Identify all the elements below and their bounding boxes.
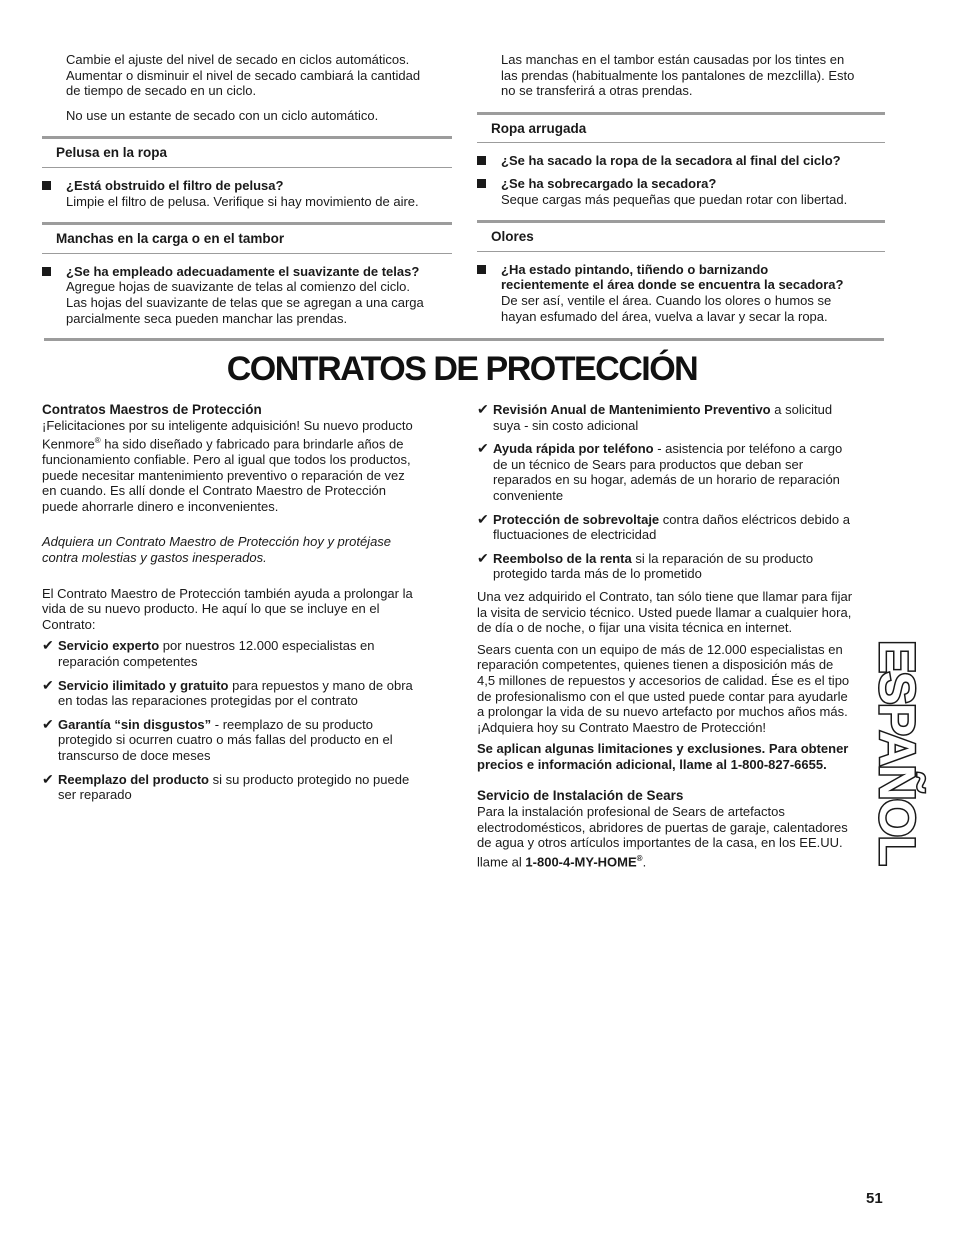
- italic-callout: [42, 534, 452, 565]
- limits-paragraph: [477, 741, 887, 772]
- text-line: Agregue hojas de suavizante de telas al comienzo del ciclo.: [66, 279, 410, 295]
- checkmark-icon: ✔: [42, 637, 54, 654]
- install-heading: Servicio de Instalación de Sears: [477, 788, 684, 804]
- text-line: no se transferirá a otras prendas.: [501, 83, 693, 99]
- section-heading-lint: Pelusa en la ropa: [42, 136, 452, 168]
- text-line: puede ahorrarle dinero e inconvenientes.: [42, 498, 279, 514]
- text-line: recientemente el área donde se encuentra la secadora?: [501, 277, 844, 293]
- wrinkled-item-2: [477, 176, 885, 207]
- benefit-text: contra daños eléctricos debido a: [659, 511, 850, 527]
- text-line: a prolongar la vida de su nuevo artefacto por muchos años más.: [477, 704, 848, 720]
- text-line: reparación competentes: [58, 654, 198, 670]
- text-fragment: .: [642, 854, 647, 870]
- square-bullet-icon: [42, 267, 51, 276]
- benefit-title: Servicio ilimitado y gratuito: [58, 677, 229, 693]
- wrinkled-question-2: ¿Se ha sobrecargado la secadora?: [501, 175, 717, 191]
- once-paragraph: [477, 589, 887, 636]
- wrinkled-answer-2: Seque cargas más pequeñas que puedan rotar con libertad.: [501, 191, 848, 207]
- text-line: Sears cuenta con un equipo de más de 12.000 especialistas en: [477, 641, 843, 657]
- checkmark-icon: ✔: [42, 715, 54, 732]
- benefit-title: Protección de sobrevoltaje: [493, 511, 660, 527]
- contracts-right-column: [477, 402, 887, 870]
- lint-answer: Limpie el filtro de pelusa. Verifique si hay movimiento de aire.: [66, 193, 419, 209]
- section-heading-wrinkled: Ropa arrugada: [477, 112, 885, 144]
- checkmark-icon: ✔: [42, 770, 54, 787]
- benefit-title: Reemplazo del producto: [58, 771, 209, 787]
- text-line: fluctuaciones de electricidad: [493, 527, 657, 543]
- drum-stains-paragraph: [477, 52, 885, 99]
- text-line: de tiempo de secado en un ciclo.: [66, 83, 257, 99]
- text-line: protegido tarda más de lo prometido: [493, 566, 702, 582]
- benefit-text: si la reparación de su producto: [631, 550, 814, 566]
- benefit-item: [42, 678, 452, 709]
- registered-mark: ®: [636, 853, 643, 863]
- text-line: De ser así, ventile el área. Cuando los olores o humos se: [501, 292, 832, 308]
- text-line: [477, 851, 887, 870]
- text-line: en cuando. Es allí donde el Contrato Maestro de Protección: [42, 483, 386, 499]
- checkmark-icon: ✔: [477, 549, 489, 566]
- text-line: suya - sin costo adicional: [493, 417, 639, 433]
- top-left-column: [42, 52, 452, 326]
- registered-mark: ®: [94, 436, 101, 446]
- sears-paragraph: [477, 642, 887, 736]
- square-bullet-icon: [477, 179, 486, 188]
- checkmark-icon: ✔: [477, 510, 489, 527]
- text-line: contra molestias y gastos inesperados.: [42, 550, 267, 566]
- text-line: funcionamiento confiable. Pero al igual que todos los productos,: [42, 452, 411, 468]
- congrats-paragraph: [42, 418, 452, 515]
- auto-cycle-paragraph: [42, 52, 452, 123]
- text-line: [58, 638, 452, 654]
- benefit-text: por nuestros 12.000 especialistas en: [159, 638, 375, 654]
- text-line: 4,5 millones de repuestos y accesorios de calidad. Ése es el tipo: [477, 672, 850, 688]
- benefit-item: [42, 772, 452, 803]
- section-heading-stains: Manchas en la carga o en el tambor: [42, 222, 452, 254]
- text-fragment: llame al: [477, 854, 526, 870]
- top-right-column: [477, 52, 885, 324]
- checkmark-icon: ✔: [477, 401, 489, 417]
- benefit-item: [477, 551, 887, 582]
- contracts-left-column: [42, 402, 452, 803]
- text-line: ¿Ha estado pintando, tiñendo o barnizando: [501, 261, 769, 277]
- text-line: de un técnico de Sears para productos que deban ser: [493, 456, 804, 472]
- lint-item: [42, 178, 452, 209]
- benefit-item: [477, 512, 887, 543]
- text-line: Una vez adquirido el Contrato, tan sólo tiene que llamar para fijar: [477, 588, 853, 604]
- text-line: reparación competentes, quienes tienen a disposición más de: [477, 657, 834, 673]
- square-bullet-icon: [42, 181, 51, 190]
- text-line: de profesionalismo con el que usted puede contar para ayudarle: [477, 688, 848, 704]
- text-line: [493, 551, 887, 567]
- text-line: parcialmente seca pueden manchar las prendas.: [66, 310, 348, 326]
- checkmark-icon: ✔: [42, 676, 54, 693]
- text-line: [58, 717, 452, 733]
- benefit-title: Revisión Anual de Mantenimiento Preventivo: [493, 402, 771, 417]
- wrinkled-question-1: ¿Se ha sacado la ropa de la secadora al final del ciclo?: [501, 153, 841, 169]
- stains-question: ¿Se ha empleado adecuadamente el suavizante de telas?: [66, 263, 420, 279]
- benefit-text: si su producto protegido no puede: [208, 771, 410, 787]
- also-paragraph: [42, 586, 452, 633]
- text-line: Para la instalación profesional de Sears de artefactos: [477, 804, 785, 820]
- text-line: [493, 402, 887, 418]
- section-divider: [44, 338, 884, 341]
- text-fragment: ha sido diseñado y fabricado para brindarle años de: [100, 436, 404, 452]
- benefit-title: Garantía “sin disgustos”: [58, 716, 212, 732]
- text-line: puede necesitar mantenimiento preventivo o reparación de vez: [42, 467, 405, 483]
- text-line: [493, 441, 887, 457]
- text-line: ser reparado: [58, 787, 132, 803]
- benefit-text: - reemplazo de su producto: [211, 716, 374, 732]
- text-line: vida de su nuevo producto. He aquí lo que se incluye en el: [42, 601, 380, 617]
- benefit-title: Servicio experto: [58, 638, 160, 654]
- text-line: precios e información adicional, llame al 1-800-827-6655.: [477, 756, 827, 772]
- benefit-item: [42, 717, 452, 764]
- square-bullet-icon: [477, 265, 486, 274]
- contracts-heading: Contratos Maestros de Protección: [42, 402, 262, 417]
- text-line: [42, 433, 452, 452]
- benefit-item: [477, 402, 887, 433]
- benefit-item: [42, 638, 452, 669]
- text-line: No use un estante de secado con un ciclo automático.: [66, 107, 379, 123]
- text-line: Cambie el ajuste del nivel de secado en ciclos automáticos.: [66, 52, 410, 67]
- text-line: Contrato:: [42, 616, 96, 632]
- text-line: Adquiera un Contrato Maestro de Protección hoy y protéjase: [42, 534, 392, 550]
- text-line: [58, 772, 452, 788]
- text-line: ¡Adquiera hoy su Contrato Maestro de Protección!: [477, 719, 767, 735]
- text-line: de agua y otros artículos importantes de la casa, en los EE.UU.: [477, 835, 843, 851]
- page-title: CONTRATOS DE PROTECCIÓN: [226, 350, 698, 388]
- text-line: de día o de noche, o fijar una visita técnica en internet.: [477, 620, 793, 636]
- text-line: [58, 678, 452, 694]
- text-line: Se aplican algunas limitaciones y exclusiones. Para obtener: [477, 741, 849, 757]
- install-phone: 1-800-4-MY-HOME: [525, 854, 637, 870]
- checkmark-icon: ✔: [477, 440, 489, 457]
- benefit-text: - asistencia por teléfono a cargo: [653, 441, 843, 457]
- text-line: transcurso de doce meses: [58, 748, 211, 764]
- benefit-title: Reembolso de la renta: [493, 550, 632, 566]
- text-line: conveniente: [493, 487, 564, 503]
- stains-item: [42, 264, 452, 326]
- section-heading-odors: Olores: [477, 220, 885, 252]
- text-line: en todas las reparaciones protegidas por el contrato: [58, 693, 358, 709]
- wrinkled-item-1: [477, 153, 885, 169]
- benefit-text: para repuestos y mano de obra: [228, 677, 413, 693]
- benefit-text: a solicitud: [770, 402, 833, 417]
- square-bullet-icon: [477, 156, 486, 165]
- text-line: protegido si ocurren cuatro o más fallas del producto en el: [58, 732, 393, 748]
- text-line: Las hojas del suavizante de telas que se agregan a una carga: [66, 294, 424, 310]
- benefit-title: Ayuda rápida por teléfono: [493, 441, 654, 457]
- text-line: Aumentar o disminuir el nivel de secado cambiará la cantidad: [66, 67, 421, 83]
- text-line: El Contrato Maestro de Protección también ayuda a prolongar la: [42, 585, 413, 601]
- text-line: hayan esfumado del área, vuelva a lavar y secar la ropa.: [501, 308, 828, 324]
- install-paragraph: [477, 804, 887, 870]
- odors-item: [477, 262, 885, 324]
- page-number: 51: [866, 1190, 883, 1207]
- text-line: ¡Felicitaciones por su inteligente adquisición! Su nuevo producto: [42, 417, 413, 433]
- language-side-tab: ESPAÑOL: [869, 640, 925, 864]
- text-line: Las manchas en el tambor están causadas por los tintes en: [501, 52, 845, 67]
- text-line: las prendas (habitualmente los pantalones de mezclilla). Esto: [501, 67, 855, 83]
- text-line: la visita de servicio técnico. Usted puede llamar a cualquier hora,: [477, 604, 852, 620]
- text-line: reparados en su hogar, además de un horario de reparación: [493, 472, 840, 488]
- text-line: electrodomésticos, abridores de puertas de garaje, calentadores: [477, 819, 848, 835]
- benefit-item: [477, 441, 887, 503]
- brand-name: Kenmore: [42, 436, 95, 452]
- text-line: [493, 512, 887, 528]
- lint-question: ¿Está obstruido el filtro de pelusa?: [66, 177, 284, 193]
